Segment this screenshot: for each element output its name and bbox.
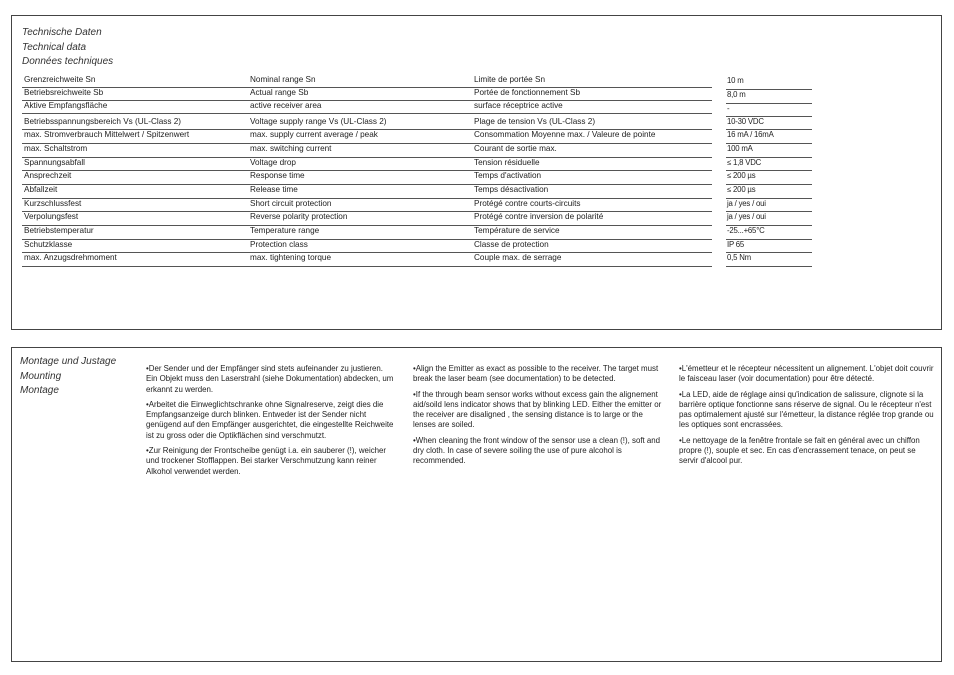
label-english: max. switching current [250, 144, 332, 153]
mounting-text-german [146, 364, 396, 482]
label-french: surface réceptrice active [474, 100, 563, 110]
label-german: Kurzschlussfest [24, 198, 82, 208]
label-french: Courant de sortie max. [474, 144, 557, 153]
technical-data-panel [11, 15, 942, 330]
table-row [22, 129, 712, 144]
label-english: max. tightening torque [250, 253, 332, 262]
value-text: 16 mA / 16mA [727, 130, 774, 139]
value-cell [726, 143, 812, 158]
label-french: Classe de protection [474, 239, 549, 249]
value-text: ja / yes / oui [727, 198, 766, 208]
label-english: max. supply current average / peak [250, 130, 378, 139]
label-french: Temps d'activation [474, 171, 542, 180]
label-french: Protégé contre inversion de polarité [474, 212, 604, 221]
value-cell [726, 170, 812, 185]
table-row [22, 252, 712, 267]
table-row [22, 211, 712, 226]
value-cell [726, 211, 812, 226]
value-text: - [727, 103, 730, 113]
label-english: Voltage drop [250, 157, 296, 167]
value-cell [726, 116, 812, 131]
label-english: Response time [250, 171, 305, 180]
value-cell [726, 225, 812, 240]
value-cell [726, 198, 812, 213]
heading-fr: Données techniques [22, 56, 114, 67]
label-german: max. Stromverbrauch Mittelwert / Spitzenwert [24, 130, 190, 139]
table-row [22, 100, 712, 115]
table-row [22, 170, 712, 185]
paragraph: •Le nettoyage de la fenêtre frontale se fait en général avec un chiffon propre (!), souple et sec. En cas d'encrassement tenace, on peut se servir d'alcool pur. [679, 435, 920, 466]
label-german: Betriebstemperatur [24, 226, 94, 235]
label-french: Plage de tension Vs (UL-Class 2) [474, 116, 596, 126]
label-english: Short circuit protection [250, 198, 332, 208]
label-german: Ansprechzeit [24, 171, 72, 180]
label-english: Nominal range Sn [250, 74, 316, 84]
value-text: 8,0 m [727, 90, 746, 99]
label-english: Protection class [250, 239, 308, 249]
label-german: Verpolungsfest [24, 212, 79, 221]
label-english: Voltage supply range Vs (UL-Class 2) [250, 116, 387, 126]
label-french: Limite de portée Sn [474, 74, 546, 84]
value-cell [726, 157, 812, 172]
heading-en: Technical data [22, 41, 87, 53]
heading-fr: Montage [20, 385, 59, 396]
value-cell [726, 184, 812, 199]
table-row [22, 225, 712, 240]
label-german: Betriebsreichweite Sb [24, 87, 104, 97]
value-text: ≤ 200 µs [727, 185, 756, 194]
heading-en: Mounting [20, 370, 62, 382]
paragraph: •Zur Reinigung der Frontscheibe genügt i.a. ein sauberer (!), weicher und trockener Stofflappen. Bei starker Verschmutzung kann reiner Alkohol verwendet werden. [146, 446, 387, 476]
paragraph: •If the through beam sensor works without excess gain the alignement aid/soild lens indicator shows that by blinking LED. Either the emitter or the receiver are disaligned , the sensing distance is to large or the lenses are soiled. [413, 389, 662, 430]
value-text: ≤ 1,8 VDC [727, 157, 762, 167]
label-german: Spannungsabfall [24, 157, 86, 167]
value-cell [726, 89, 812, 104]
label-german: max. Anzugsdrehmoment [24, 253, 117, 262]
technical-data-heading [22, 26, 113, 70]
paragraph: •L'émetteur et le récepteur nécessitent un alignement. L'objet doit couvrir le faisceau laser (voir documentation) pour être détecté. [679, 364, 934, 384]
value-text: ≤ 200 µs [727, 171, 756, 180]
value-text: 10 m [727, 76, 744, 85]
label-french: Protégé contre courts-circuits [474, 198, 581, 208]
label-french: Consommation Moyenne max. / Valeure de pointe [474, 130, 656, 139]
label-german: Aktive Empfangsfläche [24, 100, 108, 110]
label-german: Abfallzeit [24, 185, 58, 194]
value-text: 0,5 Nm [727, 253, 751, 262]
heading-de: Technische Daten [22, 27, 102, 38]
paragraph: •La LED, aide de réglage ainsi qu'indication de salissure, clignote si la barrière optique fonctionne sans réserve de signal. Ou le récepteur n'est pas optimalement ajusté sur l'émetteur, la distance réglée trop grande ou les optiques sont encrassées. [679, 389, 934, 430]
value-cell [726, 252, 812, 267]
mounting-text-english [413, 364, 663, 472]
mounting-panel [11, 347, 942, 662]
label-french: Temps désactivation [474, 185, 549, 194]
label-french: Tension résiduelle [474, 157, 540, 167]
value-text: 100 mA [727, 144, 753, 153]
label-french: Portée de fonctionnement Sb [474, 87, 581, 97]
value-text: 10-30 VDC [727, 116, 764, 126]
value-cell [726, 129, 812, 144]
table-row [22, 157, 712, 172]
value-text: ja / yes / oui [727, 212, 766, 221]
mounting-heading [20, 355, 116, 399]
table-row [22, 184, 712, 199]
label-french: Température de service [474, 226, 560, 235]
paragraph: •Arbeitet die Einweglichtschranke ohne Signalreserve, zeigt dies die Empfangsanzeige durch blinken. Entweder ist der Sender nicht genügend auf den Empfänger ausgerichtet, die eingestellte Reichweite ist zu gross oder die Optikflächen sind verschmutzt. [146, 399, 394, 440]
table-row [22, 239, 712, 254]
paragraph: •Align the Emitter as exact as possible to the receiver. The target must break the laser beam (see documentation) to be detected. [413, 364, 659, 384]
table-row [22, 143, 712, 158]
mounting-text-french [679, 364, 937, 472]
label-english: Temperature range [250, 226, 320, 235]
table-row [22, 198, 712, 213]
value-text: -25...+65°C [727, 226, 765, 235]
heading-de: Montage und Justage [20, 356, 117, 367]
label-english: Reverse polarity protection [250, 212, 348, 221]
label-english: Actual range Sb [250, 87, 309, 97]
paragraph: •When cleaning the front window of the sensor use a clean (!), soft and dry cloth. In case of severe soiling the use of pure alcohol is recommended. [413, 435, 661, 466]
label-german: Betriebsspannungsbereich Vs (UL-Class 2) [24, 116, 182, 126]
value-text: IP 65 [727, 239, 745, 249]
table-row [22, 116, 712, 131]
label-german: max. Schaltstrom [24, 144, 88, 153]
label-german: Schutzklasse [24, 239, 73, 249]
value-cell [726, 239, 812, 254]
label-french: Couple max. de serrage [474, 253, 562, 262]
label-german: Grenzreichweite Sn [24, 74, 96, 84]
label-english: active receiver area [250, 100, 322, 110]
value-cell [726, 75, 812, 90]
paragraph: •Der Sender und der Empfänger sind stets aufeinander zu justieren. Ein Objekt muss den Laserstrahl (siehe Dokumentation) abdecken, um erkannt zu werden. [146, 364, 394, 394]
label-english: Release time [250, 185, 298, 194]
